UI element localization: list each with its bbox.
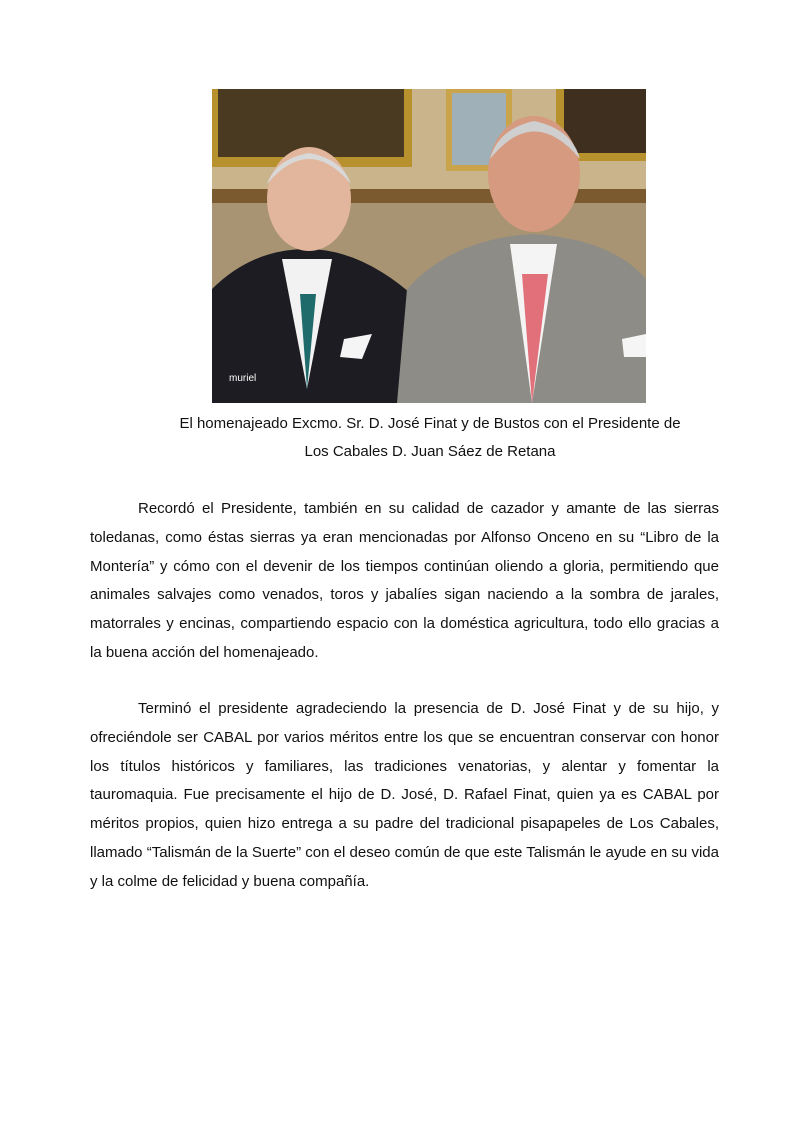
caption-line-2: Los Cabales D. Juan Sáez de Retana [304,443,556,460]
photo-illustration [212,89,646,403]
photo-two-men [212,89,646,403]
caption-line-1: El homenajeado Excmo. Sr. D. José Finat y de Bustos con el Presidente de [179,415,681,432]
paragraph-1: Recordó el Presidente, también en su calidad de cazador y amante de las sierras toledanas, como éstas sierras ya eran mencionadas por Alfonso Onceno en su “Libro de la Montería” y cómo con el devenir de los tiempos continúan oliendo a gloria, permitiendo que animales salvajes como venados, toros y jabalíes sigan naciendo a la sombra de jarales, matorrales y encinas, compartiendo espacio con la doméstica agricultura, todo ello gracias a la buena acción del homenajeado. [90,500,719,661]
paragraph-2: Terminó el presidente agradeciendo la presencia de D. José Finat y de su hijo, y ofreciéndole ser CABAL por varios méritos entre los que se encuentran conservar con honor los títulos históricos y familiares, las tradiciones venatorias, y alentar y fomentar la tauromaquia. Fue precisamente el hijo de D. José, D. Rafael Finat, quien ya es CABAL por méritos propios, quien hizo entrega a su padre del tradicional pisapapeles de Los Cabales, llamado “Talismán de la Suerte” con el deseo común de que este Talismán le ayude en su vida y la colme de felicidad y buena compañía. [90,700,719,890]
photo-caption [110,410,750,466]
photo-watermark: muriel [229,373,257,384]
